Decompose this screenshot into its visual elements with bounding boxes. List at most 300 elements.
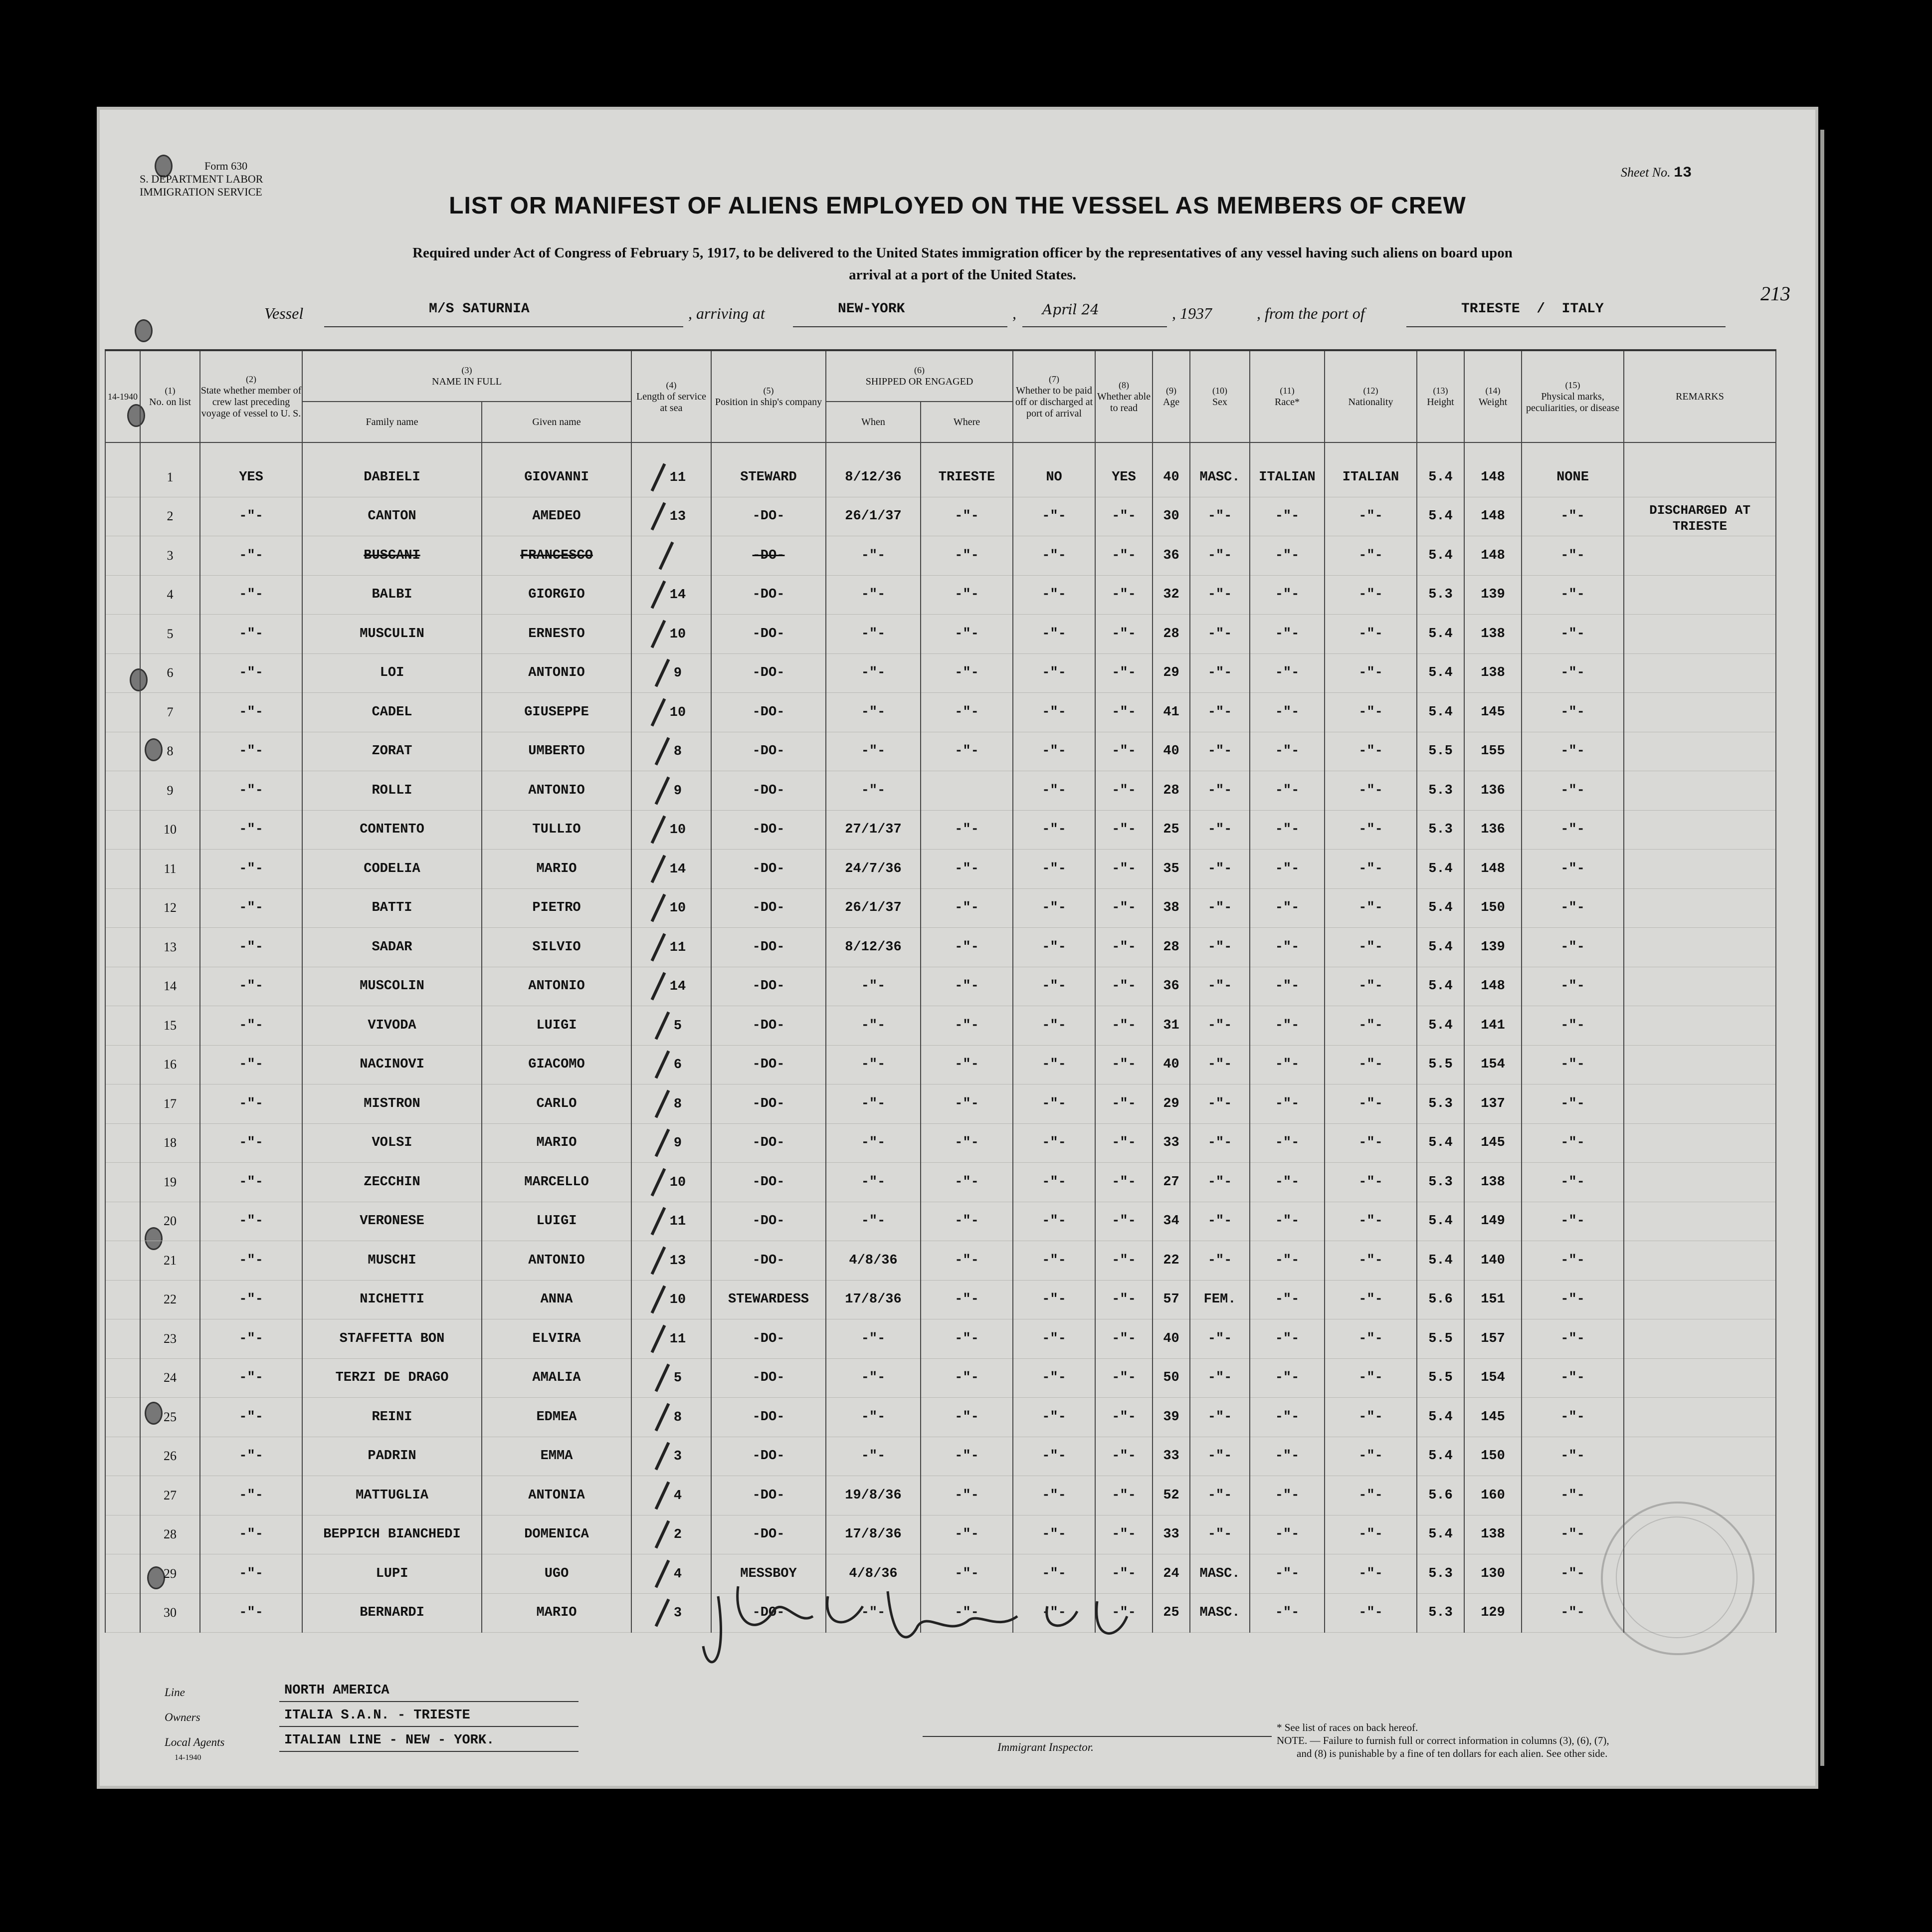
row-margin xyxy=(105,497,140,536)
race: -"- xyxy=(1250,850,1325,889)
height: 5.3 xyxy=(1417,771,1464,811)
paid-off: -"- xyxy=(1013,653,1095,693)
weight: 155 xyxy=(1464,732,1522,771)
inspector-signature xyxy=(698,1566,1147,1676)
service-length xyxy=(631,1437,711,1476)
physical-marks: -"- xyxy=(1522,693,1624,732)
able-to-read: -"- xyxy=(1095,1476,1153,1515)
family-name: REINI xyxy=(302,1398,482,1437)
service-length xyxy=(631,536,711,576)
race: -"- xyxy=(1250,1202,1325,1241)
paid-off: -"- xyxy=(1013,1358,1095,1398)
service-length xyxy=(631,1045,711,1084)
race: -"- xyxy=(1250,1319,1325,1359)
shipped-when: 17/8/36 xyxy=(826,1515,921,1554)
able-to-read: -"- xyxy=(1095,1006,1153,1046)
family-name: MUSCOLIN xyxy=(302,967,482,1006)
physical-marks: -"- xyxy=(1522,810,1624,850)
previous-voyage: -"- xyxy=(200,1123,302,1163)
previous-voyage: -"- xyxy=(200,615,302,654)
shipped-where: -"- xyxy=(921,1123,1013,1163)
col-no-header: (1) No. on list xyxy=(140,350,200,442)
given-name: GIUSEPPE xyxy=(482,693,631,732)
shipped-where: -"- xyxy=(921,1515,1013,1554)
height: 5.4 xyxy=(1417,1398,1464,1437)
check-mark xyxy=(650,581,666,609)
subtitle-line-2: arrival at a port of the United States. xyxy=(849,267,1076,283)
race: -"- xyxy=(1250,653,1325,693)
table-row xyxy=(105,771,1776,811)
position: -DO- xyxy=(711,967,826,1006)
sex: MASC. xyxy=(1190,442,1250,497)
race: -"- xyxy=(1250,888,1325,928)
age: 40 xyxy=(1153,1045,1190,1084)
height: 5.5 xyxy=(1417,1358,1464,1398)
shipped-when: 26/1/37 xyxy=(826,497,921,536)
physical-marks: -"- xyxy=(1522,888,1624,928)
shipped-when: -"- xyxy=(826,615,921,654)
race: -"- xyxy=(1250,967,1325,1006)
height: 5.4 xyxy=(1417,497,1464,536)
age: 24 xyxy=(1153,1554,1190,1594)
table-row xyxy=(105,1398,1776,1437)
race: -"- xyxy=(1250,1476,1325,1515)
service-length-value: 2 xyxy=(673,1527,682,1543)
given-name: ERNESTO xyxy=(482,615,631,654)
family-name: NACINOVI xyxy=(302,1045,482,1084)
physical-marks: -"- xyxy=(1522,615,1624,654)
remarks xyxy=(1624,1398,1776,1437)
sex: -"- xyxy=(1190,575,1250,615)
physical-marks: -"- xyxy=(1522,1593,1624,1633)
able-to-read: -"- xyxy=(1095,1045,1153,1084)
previous-voyage: -"- xyxy=(200,1045,302,1084)
service-length-value: 9 xyxy=(673,666,682,681)
document-subtitle xyxy=(224,242,1701,286)
family-name: LUPI xyxy=(302,1554,482,1594)
crew-table xyxy=(105,349,1776,1633)
given-name: MARCELLO xyxy=(482,1163,631,1202)
height: 5.4 xyxy=(1417,1006,1464,1046)
able-to-read: -"- xyxy=(1095,1437,1153,1476)
physical-marks: -"- xyxy=(1522,928,1624,967)
physical-marks: NONE xyxy=(1522,442,1624,497)
height: 5.4 xyxy=(1417,1515,1464,1554)
race: -"- xyxy=(1250,810,1325,850)
previous-voyage: -"- xyxy=(200,1593,302,1633)
paid-off: -"- xyxy=(1013,1045,1095,1084)
position: -DO- xyxy=(711,1241,826,1281)
shipped-when: -"- xyxy=(826,1398,921,1437)
sex: -"- xyxy=(1190,653,1250,693)
check-mark xyxy=(654,1364,670,1392)
paid-off: -"- xyxy=(1013,1241,1095,1281)
service-length-value: 10 xyxy=(669,1175,686,1190)
crew-table-body xyxy=(105,442,1776,1633)
footer-notes xyxy=(1277,1721,1775,1760)
nationality: -"- xyxy=(1325,1280,1417,1319)
remarks xyxy=(1624,1437,1776,1476)
service-length-value: 3 xyxy=(673,1449,682,1465)
remarks xyxy=(1624,1084,1776,1124)
previous-voyage: -"- xyxy=(200,1515,302,1554)
service-length-value: 13 xyxy=(669,509,686,525)
row-margin xyxy=(105,1280,140,1319)
side-code: 14-1940 xyxy=(105,350,140,442)
table-row xyxy=(105,1045,1776,1084)
service-length xyxy=(631,653,711,693)
race: -"- xyxy=(1250,1515,1325,1554)
able-to-read: -"- xyxy=(1095,1280,1153,1319)
check-mark xyxy=(650,1324,666,1353)
previous-voyage: -"- xyxy=(200,1202,302,1241)
row-number: 21 xyxy=(140,1241,200,1281)
height: 5.6 xyxy=(1417,1280,1464,1319)
height: 5.3 xyxy=(1417,1084,1464,1124)
shipped-when: -"- xyxy=(826,1437,921,1476)
shipped-where: -"- xyxy=(921,497,1013,536)
position: -DO- xyxy=(711,1476,826,1515)
height: 5.3 xyxy=(1417,810,1464,850)
service-length xyxy=(631,693,711,732)
nationality: -"- xyxy=(1325,1045,1417,1084)
nationality: -"- xyxy=(1325,1398,1417,1437)
paid-off: -"- xyxy=(1013,1319,1095,1359)
paid-off: -"- xyxy=(1013,850,1095,889)
given-name: DOMENICA xyxy=(482,1515,631,1554)
remarks xyxy=(1624,810,1776,850)
shipped-where: -"- xyxy=(921,928,1013,967)
shipped-where: -"- xyxy=(921,810,1013,850)
previous-voyage: -"- xyxy=(200,693,302,732)
height: 5.4 xyxy=(1417,653,1464,693)
race: -"- xyxy=(1250,1163,1325,1202)
line-label: Line xyxy=(165,1686,185,1699)
position: -DO- xyxy=(711,1398,826,1437)
table-row xyxy=(105,1515,1776,1554)
row-number: 16 xyxy=(140,1045,200,1084)
position: -DO- xyxy=(711,1163,826,1202)
family-name: SADAR xyxy=(302,928,482,967)
able-to-read: -"- xyxy=(1095,1084,1153,1124)
race: -"- xyxy=(1250,575,1325,615)
shipped-when: 27/1/37 xyxy=(826,810,921,850)
row-number: 1 xyxy=(140,442,200,497)
weight: 139 xyxy=(1464,928,1522,967)
previous-voyage: -"- xyxy=(200,1280,302,1319)
service-length xyxy=(631,928,711,967)
shipped-when: 17/8/36 xyxy=(826,1280,921,1319)
paid-off: -"- xyxy=(1013,810,1095,850)
paid-off: -"- xyxy=(1013,1398,1095,1437)
check-mark xyxy=(650,1246,666,1275)
owners-value: ITALIA S.A.N. - TRIESTE xyxy=(284,1708,470,1723)
paid-off: -"- xyxy=(1013,1280,1095,1319)
table-row xyxy=(105,1437,1776,1476)
check-mark xyxy=(650,933,666,961)
physical-marks: -"- xyxy=(1522,1437,1624,1476)
shipped-where: -"- xyxy=(921,1476,1013,1515)
given-name: EDMEA xyxy=(482,1398,631,1437)
shipped-where: -"- xyxy=(921,1554,1013,1594)
service-length-value: 14 xyxy=(669,979,686,995)
shipped-where: -"- xyxy=(921,1084,1013,1124)
weight: 149 xyxy=(1464,1202,1522,1241)
previous-voyage: -"- xyxy=(200,850,302,889)
check-mark xyxy=(654,1129,670,1157)
nationality: -"- xyxy=(1325,575,1417,615)
physical-marks: -"- xyxy=(1522,497,1624,536)
weight: 154 xyxy=(1464,1358,1522,1398)
family-name: VIVODA xyxy=(302,1006,482,1046)
physical-marks: -"- xyxy=(1522,1045,1624,1084)
race: -"- xyxy=(1250,1241,1325,1281)
given-name: ANTONIO xyxy=(482,771,631,811)
table-row xyxy=(105,1358,1776,1398)
check-mark xyxy=(650,855,666,883)
physical-marks: -"- xyxy=(1522,536,1624,576)
age: 33 xyxy=(1153,1437,1190,1476)
age: 36 xyxy=(1153,967,1190,1006)
previous-voyage: -"- xyxy=(200,888,302,928)
nationality: -"- xyxy=(1325,1241,1417,1281)
row-number: 22 xyxy=(140,1280,200,1319)
given-name: LUIGI xyxy=(482,1006,631,1046)
table-row xyxy=(105,1280,1776,1319)
service-length xyxy=(631,575,711,615)
age: 52 xyxy=(1153,1476,1190,1515)
nationality: -"- xyxy=(1325,928,1417,967)
service-length xyxy=(631,442,711,497)
previous-voyage: -"- xyxy=(200,1006,302,1046)
shipped-when: -"- xyxy=(826,1358,921,1398)
family-name: VOLSI xyxy=(302,1123,482,1163)
shipped-when: -"- xyxy=(826,1045,921,1084)
service-length-value: 11 xyxy=(669,1214,686,1230)
col-sex-header: (10) Sex xyxy=(1190,350,1250,442)
nationality: -"- xyxy=(1325,810,1417,850)
table-row xyxy=(105,615,1776,654)
paid-off: -"- xyxy=(1013,1515,1095,1554)
family-name: CADEL xyxy=(302,693,482,732)
height: 5.3 xyxy=(1417,1554,1464,1594)
shipped-when: -"- xyxy=(826,693,921,732)
check-mark xyxy=(650,502,666,531)
row-number: 4 xyxy=(140,575,200,615)
footer-form-code: 14-1940 xyxy=(175,1753,201,1762)
age: 50 xyxy=(1153,1358,1190,1398)
col-given-name-header: Given name xyxy=(482,402,631,442)
weight: 141 xyxy=(1464,1006,1522,1046)
race: -"- xyxy=(1250,1280,1325,1319)
previous-voyage: -"- xyxy=(200,1554,302,1594)
nationality: -"- xyxy=(1325,1006,1417,1046)
shipped-where: -"- xyxy=(921,615,1013,654)
row-margin xyxy=(105,1202,140,1241)
nationality: -"- xyxy=(1325,653,1417,693)
col-weight-header: (14) Weight xyxy=(1464,350,1522,442)
row-number: 7 xyxy=(140,693,200,732)
race: -"- xyxy=(1250,615,1325,654)
nationality: ITALIAN xyxy=(1325,442,1417,497)
remarks xyxy=(1624,1006,1776,1046)
weight: 136 xyxy=(1464,771,1522,811)
remarks xyxy=(1624,615,1776,654)
family-name: BATTI xyxy=(302,888,482,928)
height: 5.4 xyxy=(1417,615,1464,654)
remarks xyxy=(1624,1319,1776,1359)
given-name: UMBERTO xyxy=(482,732,631,771)
sex: -"- xyxy=(1190,1084,1250,1124)
height: 5.3 xyxy=(1417,1163,1464,1202)
table-row xyxy=(105,1202,1776,1241)
paid-off: -"- xyxy=(1013,1084,1095,1124)
weight: 157 xyxy=(1464,1319,1522,1359)
note-penalty-1: NOTE. — Failure to furnish full or correct information in columns (3), (6), (7), xyxy=(1277,1734,1609,1746)
row-margin xyxy=(105,1123,140,1163)
race: -"- xyxy=(1250,1045,1325,1084)
given-name: GIOVANNI xyxy=(482,442,631,497)
check-mark xyxy=(654,1559,670,1588)
height: 5.5 xyxy=(1417,1319,1464,1359)
race: -"- xyxy=(1250,732,1325,771)
agents-value: ITALIAN LINE - NEW - YORK. xyxy=(284,1733,495,1748)
sex: MASC. xyxy=(1190,1554,1250,1594)
given-name: ANTONIA xyxy=(482,1476,631,1515)
shipped-where: -"- xyxy=(921,1006,1013,1046)
height: 5.4 xyxy=(1417,693,1464,732)
physical-marks: -"- xyxy=(1522,1554,1624,1594)
previous-voyage: -"- xyxy=(200,1358,302,1398)
shipped-when: -"- xyxy=(826,1163,921,1202)
weight: 150 xyxy=(1464,888,1522,928)
sex: -"- xyxy=(1190,771,1250,811)
paid-off: -"- xyxy=(1013,1006,1095,1046)
paid-off: -"- xyxy=(1013,1554,1095,1594)
department-name: S. DEPARTMENT LABOR xyxy=(140,173,263,185)
race: -"- xyxy=(1250,1123,1325,1163)
remarks xyxy=(1624,1163,1776,1202)
given-name: ANTONIO xyxy=(482,1241,631,1281)
sheet-value: 13 xyxy=(1674,165,1692,182)
shipped-when: -"- xyxy=(826,1123,921,1163)
check-mark xyxy=(650,1207,666,1236)
paid-off: -"- xyxy=(1013,967,1095,1006)
remarks xyxy=(1624,732,1776,771)
row-number: 10 xyxy=(140,810,200,850)
check-mark xyxy=(650,816,666,844)
given-name: GIORGIO xyxy=(482,575,631,615)
row-margin xyxy=(105,967,140,1006)
col-family-name-header: Family name xyxy=(302,402,482,442)
shipped-where: -"- xyxy=(921,653,1013,693)
given-name: MARIO xyxy=(482,1123,631,1163)
nationality: -"- xyxy=(1325,615,1417,654)
row-margin xyxy=(105,653,140,693)
service-length xyxy=(631,615,711,654)
able-to-read: -"- xyxy=(1095,850,1153,889)
service-length-value: 10 xyxy=(669,823,686,838)
shipped-where: -"- xyxy=(921,1358,1013,1398)
position: -DO- xyxy=(711,1084,826,1124)
physical-marks: -"- xyxy=(1522,1476,1624,1515)
row-number: 27 xyxy=(140,1476,200,1515)
shipped-when: 4/8/36 xyxy=(826,1554,921,1594)
service-length-value: 14 xyxy=(669,588,686,603)
given-name: MARIO xyxy=(482,1593,631,1633)
weight: 140 xyxy=(1464,1241,1522,1281)
col-when-header: When xyxy=(826,402,921,442)
physical-marks: -"- xyxy=(1522,1006,1624,1046)
service-length-value: 3 xyxy=(673,1606,682,1621)
position: -DO- xyxy=(711,1006,826,1046)
able-to-read: -"- xyxy=(1095,693,1153,732)
age: 40 xyxy=(1153,442,1190,497)
service-length-value: 5 xyxy=(673,1018,682,1034)
manifest-sheet: Form 630 S. DEPARTMENT LABOR IMMIGRATION SERVICE Sheet No. 13 LIST OR MANIFEST OF ALIENS EMPLOYED ON THE VESSEL AS MEMBERS OF CREW Required under Act of Congress of February 5, 1917, to be delivered to the United States immigration officer by the representatives of any vessel having such aliens on board upon arrival at a port of the United States. 213 Vessel M/S SATURNIA , arriving at NEW-YORK , April 24 , 1937 , from the port of TRIESTE / ITALY 14-1940 (1) No. on list (2) State whether member of crew last preceding voyage of vessel to U. S. (3) NAME IN FULL (4) Length of service at sea (5) Position in ship's company (6) SHIPPED OR ENGAGED (7) Whether to be paid off or discharged at port of arrival (8) Whether able to read (9) Age (10) Sex (11) Race* (12) Nationality (13) Height (14) Weight (15) Physical marks, peculiarities, or disease REMARKS Family name Given name When Where 1 YES DABIELI GIOVANNI 11 STEWARD 8/12/36 TRIESTE NO YES 40 MASC. ITALIAN ITALIAN 5.4 148 NONE 2 -"- CANTON AMEDEO 13 -DO- 26/1/37 -"- -"- -"- 30 -"- -"- -"- 5.4 148 -"- DISCHARGED AT TRIESTE 3 -"- BUSCANI FRANCESCO -DO- -"- -"- -"- -"- 36 -"- -"- -"- 5.4 148 -"- 4 -"- BALBI GIORGIO 14 -DO- -"- -"- -"- -"- 32 -"- -"- -"- 5.3 139 -"- 5 -"- MUSCULIN ERNESTO 10 -DO- -"- -"- -"- -"- 28 -"- -"- -"- 5.4 138 -"- 6 -"- LOI ANTONIO 9 -DO- -"- -"- -"- -"- 29 -"- -"- -"- 5.4 138 -"- 7 -"- CADEL GIUSEPPE 10 -DO- -"- -"- -"- -"- 41 -"- -"- -"- 5.4 145 -"- 8 -"- ZORAT UMBERTO 8 -DO- -"- -"- -"- -"- 40 -"- -"- -"- 5.5 155 -"- 9 -"- ROLLI ANTONIO 9 -DO- -"- -"- -"- 28 -"- -"- -"- 5.3 136 -"- 10 -"- CONTENTO TULLIO 10 -DO- 27/1/37 -"- -"- -"- 25 -"- -"- -"- 5.3 136 -"- 11 -"- CODELIA MARIO 14 -DO- 24/7/36 -"- -"- -"- 35 -"- -"- -"- 5.4 148 -"- 12 -"- BATTI PIETRO 10 -DO- 26/1/37 -"- -"- -"- 38 -"- -"- -"- 5.4 150 -"- 13 -"- SADAR SILVIO 11 -DO- 8/12/36 -"- -"- -"- 28 -"- -"- -"- 5.4 139 -"- 14 -"- MUSCOLIN ANTONIO 14 -DO- -"- -"- -"- -"- 36 -"- -"- -"- 5.4 148 -"- 15 -"- VIVODA LUIGI 5 -DO- -"- -"- -"- -"- 31 -"- -"- -"- 5.4 141 -"- 16 -"- NACINOVI GIACOMO 6 -DO- -"- -"- -"- -"- 40 -"- -"- -"- 5.5 154 -"- 17 -"- MISTRON CARLO 8 -DO- -"- -"- -"- -"- 29 -"- -"- -"- 5.3 137 -"- 18 -"- VOLSI MARIO 9 -DO- -"- -"- -"- -"- 33 -"- -"- -"- 5.4 145 -"- 19 -"- ZECCHIN MARCELLO 10 -DO- -"- -"- -"- -"- 27 -"- -"- -"- 5.3 138 -"- 20 -"- VERONESE LUIGI 11 -DO- -"- -"- -"- -"- 34 -"- -"- -"- 5.4 149 -"- 21 -"- MUSCHI ANTONIO 13 -DO- 4/8/36 -"- -"- -"- 22 -"- -"- -"- 5.4 140 -"- 22 -"- NICHETTI ANNA 10 STEWARDESS 17/8/36 -"- -"- -"- 57 FEM. -"- -"- 5.6 151 -"- 23 -"- STAFFETTA BON ELVIRA 11 -DO- -"- -"- -"- -"- 40 -"- -"- -"- 5.5 157 -"- 24 -"- TERZI DE DRAGO AMALIA 5 -DO- -"- -"- -"- -"- 50 -"- -"- -"- 5.5 154 -"- 25 -"- REINI EDMEA 8 -DO- -"- -"- -"- -"- 39 -"- -"- -"- 5.4 145 -"- 26 -"- PADRIN EMMA 3 -DO- -"- -"- -"- -"- 33 -"- -"- -"- 5.4 150 -"- 27 -"- MATTUGLIA ANTONIA 4 -DO- 19/8/36 -"- -"- -"- 52 -"- -"- -"- 5.6 160 -"- 28 -"- BEPPICH BIANCHEDI DOMENICA 2 -DO- 17/8/36 -"- -"- -"- 33 -"- -"- -"- 5.4 138 -"- 29 -"- LUPI UGO 4 MESSBOY 4/8/36 -"- -"- -"- 24 MASC. -"- -"- 5.3 130 -"- 30 -"- BERNARDI MARIO 3 -DO- -"- -"- -"- -"- 25 MASC. -"- -"- 5.3 129 -"- Line NORTH AMERICA Owners ITALIA S.A.N. - TRIESTE Local Agents ITALIAN LINE - NEW - YORK. 14-1940 Immigrant Inspector. * See list of races on back hereof. NOTE. — Failure to furnish full or correct information in columns (3), (6), (7), and (8) is punishable by a fine of ten dollars for each alien. See other side. xyxy=(100,110,1815,1786)
table-row xyxy=(105,850,1776,889)
family-name: ZECCHIN xyxy=(302,1163,482,1202)
position: -DO- xyxy=(711,1045,826,1084)
family-name: MUSCULIN xyxy=(302,615,482,654)
family-name: BALBI xyxy=(302,575,482,615)
race: -"- xyxy=(1250,1437,1325,1476)
age: 39 xyxy=(1153,1398,1190,1437)
remarks xyxy=(1624,1202,1776,1241)
row-number: 19 xyxy=(140,1163,200,1202)
weight: 151 xyxy=(1464,1280,1522,1319)
service-length xyxy=(631,1163,711,1202)
given-name: SILVIO xyxy=(482,928,631,967)
paid-off: -"- xyxy=(1013,536,1095,576)
age: 30 xyxy=(1153,497,1190,536)
check-mark xyxy=(654,659,670,687)
given-name: TULLIO xyxy=(482,810,631,850)
row-margin xyxy=(105,850,140,889)
height: 5.4 xyxy=(1417,888,1464,928)
shipped-where: -"- xyxy=(921,1241,1013,1281)
row-margin xyxy=(105,1398,140,1437)
page-number: 213 xyxy=(1760,282,1790,305)
able-to-read: -"- xyxy=(1095,810,1153,850)
paid-off: -"- xyxy=(1013,497,1095,536)
physical-marks: -"- xyxy=(1522,732,1624,771)
service-length xyxy=(631,888,711,928)
weight: 148 xyxy=(1464,850,1522,889)
paid-off: -"- xyxy=(1013,732,1095,771)
previous-voyage: -"- xyxy=(200,536,302,576)
shipped-where: -"- xyxy=(921,850,1013,889)
able-to-read: -"- xyxy=(1095,653,1153,693)
position: -DO- xyxy=(711,1319,826,1359)
form-number: Form 630 xyxy=(204,160,248,172)
nationality: -"- xyxy=(1325,771,1417,811)
sex: -"- xyxy=(1190,1202,1250,1241)
able-to-read: -"- xyxy=(1095,1554,1153,1594)
row-number: 20 xyxy=(140,1202,200,1241)
row-number: 14 xyxy=(140,967,200,1006)
owners-label: Owners xyxy=(165,1711,200,1723)
height: 5.4 xyxy=(1417,967,1464,1006)
position: -DO- xyxy=(711,575,826,615)
shipped-when: -"- xyxy=(826,575,921,615)
subtitle-line-1: Required under Act of Congress of February 5, 1917, to be delivered to the United States immigration officer by the representatives of any vessel having such aliens on board upon xyxy=(412,245,1513,261)
row-number: 13 xyxy=(140,928,200,967)
paid-off: -"- xyxy=(1013,928,1095,967)
row-number: 2 xyxy=(140,497,200,536)
race: -"- xyxy=(1250,928,1325,967)
row-margin xyxy=(105,1045,140,1084)
